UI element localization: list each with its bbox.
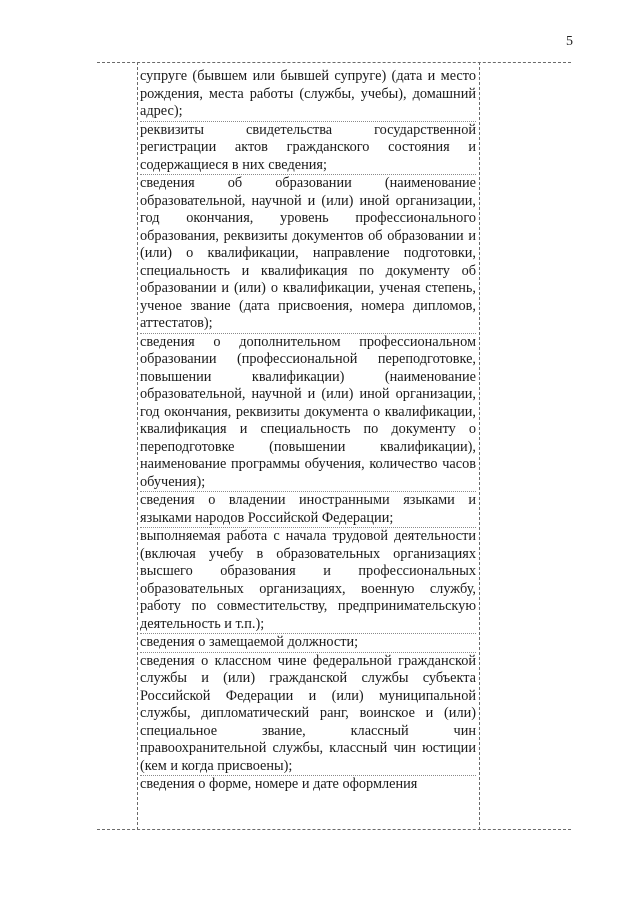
table-top-border xyxy=(97,62,571,63)
paragraph-work-history: выполняемая работа с начала трудовой деятельности (включая учебу в образовательных организациях высшего образования и профессиональных образовательных организациях, военную службу, работу по совместительству, предпринимательскую деятельность и т.п.); xyxy=(140,528,476,634)
paragraph-education: сведения об образовании (наименование образовательной, научной и (или) иной организации, год окончания, уровень профессионального образования, реквизиты документов об образовании и (или) о квалификации, направление подготовки, специальность и квалификация по документу об образовании и (или) о квалификации, ученая степень, ученое звание (дата присвоения, номера дипломов, аттестатов); xyxy=(140,175,476,334)
table-bottom-border xyxy=(97,829,571,830)
table-cell-text xyxy=(140,68,476,794)
paragraph-civil-registration: реквизиты свидетельства государственной регистрации актов гражданского состояния и содержащиеся в них сведения; xyxy=(140,122,476,176)
paragraph-class-rank: сведения о классном чине федеральной гражданской службы и (или) гражданской службы субъекта Российской Федерации и (или) муниципальной службы, дипломатический ранг, воинское и (или) специальное звание, классный чин правоохранительной службы, классный чин юстиции (кем и когда присвоены); xyxy=(140,653,476,777)
paragraph-additional-education: сведения о дополнительном профессиональном образовании (профессиональной переподготовке, повышении квалификации) (наименование образовательной, научной и (или) иной организации, год окончания, реквизиты документа о квалификации, квалификация и специальность по документу о переподготовке (повышении квалификации), наименование программы обучения, количество часов обучения); xyxy=(140,334,476,493)
paragraph-languages: сведения о владении иностранными языками и языками народов Российской Федерации; xyxy=(140,492,476,528)
paragraph-spouse-info: супруге (бывшем или бывшей супруге) (дата и место рождения, места работы (службы, учебы), домашний адрес); xyxy=(140,68,476,122)
paragraph-position: сведения о замещаемой должности; xyxy=(140,634,476,653)
page-number: 5 xyxy=(566,34,573,49)
paragraph-form-number: сведения о форме, номере и дате оформления xyxy=(140,776,418,792)
table-left-border xyxy=(137,62,138,830)
table-right-border xyxy=(479,62,480,830)
